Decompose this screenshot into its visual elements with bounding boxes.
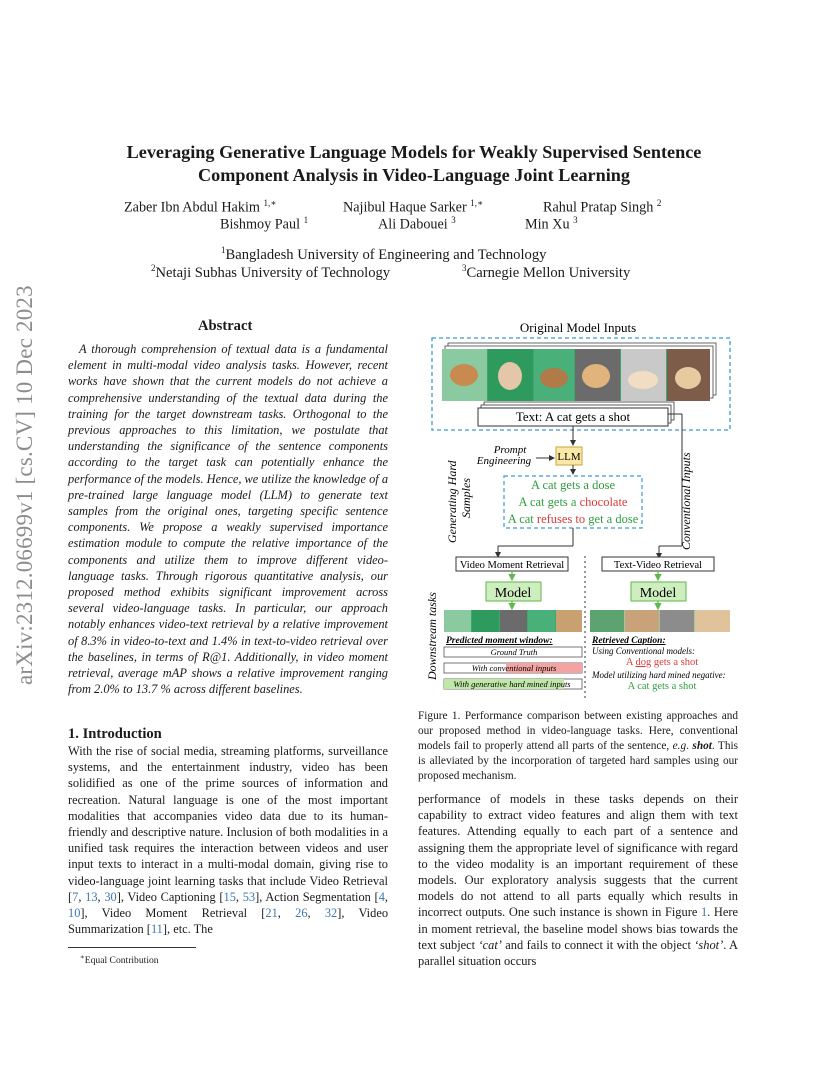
author-6: Min Xu $^3$ (525, 215, 578, 233)
footnote-rule (68, 947, 196, 948)
generating-hard-label: Generating Hard (445, 460, 459, 543)
figure-reference-link[interactable]: 1 (700, 905, 708, 920)
author-2: Najibul Haque Sarker $^{1,∗}$ (343, 198, 484, 216)
citation-link[interactable]: 32 (324, 906, 338, 921)
right-caption: A cat gets a shot (627, 681, 697, 692)
wrong-caption: A dog gets a shot (625, 657, 699, 668)
citation-link[interactable]: 21 (265, 906, 278, 921)
author-4: Bishmoy Paul $^1$ (220, 215, 309, 233)
author-3: Rahul Pratap Singh $^2$ (543, 198, 662, 216)
generated-sample-2: A cat gets a chocolate (518, 495, 628, 509)
svg-text:Ground Truth: Ground Truth (490, 647, 538, 657)
introduction-heading: 1. Introduction (68, 726, 162, 742)
generated-sample-3: A cat refuses to get a dose (507, 512, 639, 526)
using-hard-mined-label: Model utilizing hard mined negative: (592, 670, 726, 680)
svg-text:Model: Model (639, 586, 677, 601)
affiliation-3: $^3$Carnegie Mellon University (462, 263, 631, 281)
citation-link[interactable]: 7 (72, 889, 79, 904)
conventional-inputs-label: Conventional Inputs (679, 452, 693, 550)
title-line-2: Component Analysis in Video-Language Joint Learning (197, 165, 631, 185)
citation-link[interactable]: 15 (223, 889, 236, 904)
citation-link[interactable]: 4 (378, 889, 385, 904)
svg-text:Text-Video Retrieval: Text-Video Retrieval (613, 560, 703, 571)
abstract-heading: Abstract (198, 318, 253, 334)
samples-label: Samples (459, 478, 473, 518)
citation-link[interactable]: 53 (242, 889, 256, 904)
text-input-label: Text: A cat gets a shot (515, 409, 631, 424)
author-1: Zaber Ibn Abdul Hakim $^{1,∗}$ (124, 198, 277, 216)
abstract-text: A thorough comprehension of textual data is a fundamental element in multi-modal video analysis tasks. However, recent works have shown that the current models do not achieve a comprehensive understanding of the textual data during the training for the target downstream tasks. Orthogonal to the previous approaches to this limitation, we postulate that understanding the significance of the sentence components according to the target task can potentially enhance the performance of the models. Hence, we utilize the knowledge of a pre-trained large language model (LLM) to generate text samples from the original ones, targeting specific sentence components. We propose a weakly supervised importance estimation module to compute the relative importance of the components and utilize them to improve different video-language tasks. Through rigorous quantitative analysis, our proposed method exhibits significant improvement across several video-language tasks. In particular, our approach notably enhances video-text retrieval by a relative improvement of 8.3% in video-to-text and 1.4% in text-to-video retrieval over the baselines, in terms of R@1. Additionally, in video moment retrieval, average mAP shows a relative improvement ranging from 2.0% to 13.7 % across different baselines. (68, 342, 389, 697)
svg-text:With generative hard mined inp: With generative hard mined inputs (453, 679, 571, 689)
retrieval-frames (590, 610, 730, 632)
figure-top-label: Original Model Inputs (519, 320, 637, 335)
introduction-paragraph: With the rise of social media, streaming platforms, surveillance systems, and the entertainment industry, video has been solidified as one of the prime sources of information and recreation. Natural language is one of the most important modalities that accompanies video data due to its human-friendly and descriptive nature. Inclusion of both modalities in a unified task requires the interaction between videos and user input texts to interact in a multi-modal domain, giving rise to video-language joint learning tasks that include Video Retrieval [7, 13, 30], Video Captioning [15, 53], Action Segmentation [4, 10], Video Moment Retrieval [21, 26, 32], Video Summarization [11], etc. The (68, 744, 389, 937)
svg-text:Video Moment Retrieval: Video Moment Retrieval (459, 560, 565, 571)
citation-link[interactable]: 30 (104, 889, 117, 904)
figure-1 (424, 318, 738, 703)
llm-label: LLM (557, 451, 581, 463)
figure-caption: Figure 1. Performance comparison between existing approaches and our proposed method in video-language tasks. Here, conventional models fail to properly attend all parts of the sentence, e.g. shot. This is alleviated by the incorporation of targeted hard samples using our proposed mechanism. (418, 710, 739, 782)
arxiv-identifier: arXiv:2312.06699v1 [cs.CV] 10 Dec 2023 (12, 285, 37, 685)
citation-link[interactable]: 11 (150, 922, 163, 937)
affiliation-2: $^2$Netaji Subhas University of Technology (151, 263, 391, 281)
svg-text:Model: Model (494, 586, 532, 601)
svg-text:With conventional inputs: With conventional inputs (471, 663, 557, 673)
affiliation-1: $^1$Bangladesh University of Engineering and Technology (221, 245, 547, 263)
abstract-body (68, 341, 388, 697)
introduction-body (68, 743, 388, 937)
citation-link[interactable]: 26 (295, 906, 308, 921)
prompt-label: Prompt (493, 444, 527, 456)
author-5: Ali Dabouei $^3$ (378, 215, 456, 233)
downstream-tasks-label: Downstream tasks (425, 592, 439, 680)
citation-link[interactable]: 13 (85, 889, 98, 904)
moment-frames (444, 610, 582, 632)
paper-title (60, 141, 768, 187)
using-conventional-label: Using Conventional models: (592, 646, 695, 656)
moment-window-title: Predicted moment window: (446, 636, 553, 646)
citation-link[interactable]: 10 (68, 906, 81, 921)
video-frames (442, 349, 710, 401)
right-column-body (418, 791, 738, 969)
title-line-1: Leveraging Generative Language Models for Weakly Supervised Sentence (126, 142, 702, 162)
footnote: ∗Equal Contribution (80, 953, 159, 967)
right-column-paragraph: performance of models in these tasks depends on their capability to extract video features and align them with text features. Attending equally to each part of a sentence and assigning them the appropriate level of significance with regard to the video modality is an important requirement of these models. Our exploratory analysis suggests that the current models do not attend to all parts equally which results in incorrect outputs. One such instance is shown in Figure 1. Here in moment retrieval, the baseline model shows bias towards the text subject ‘cat’ and fails to connect it with the object ‘shot’. A parallel situation occurs (418, 792, 738, 969)
generated-sample-1: A cat gets a dose (530, 478, 616, 492)
retrieved-caption-title: Retrieved Caption: (592, 636, 666, 646)
engineering-label: Engineering (476, 455, 532, 467)
